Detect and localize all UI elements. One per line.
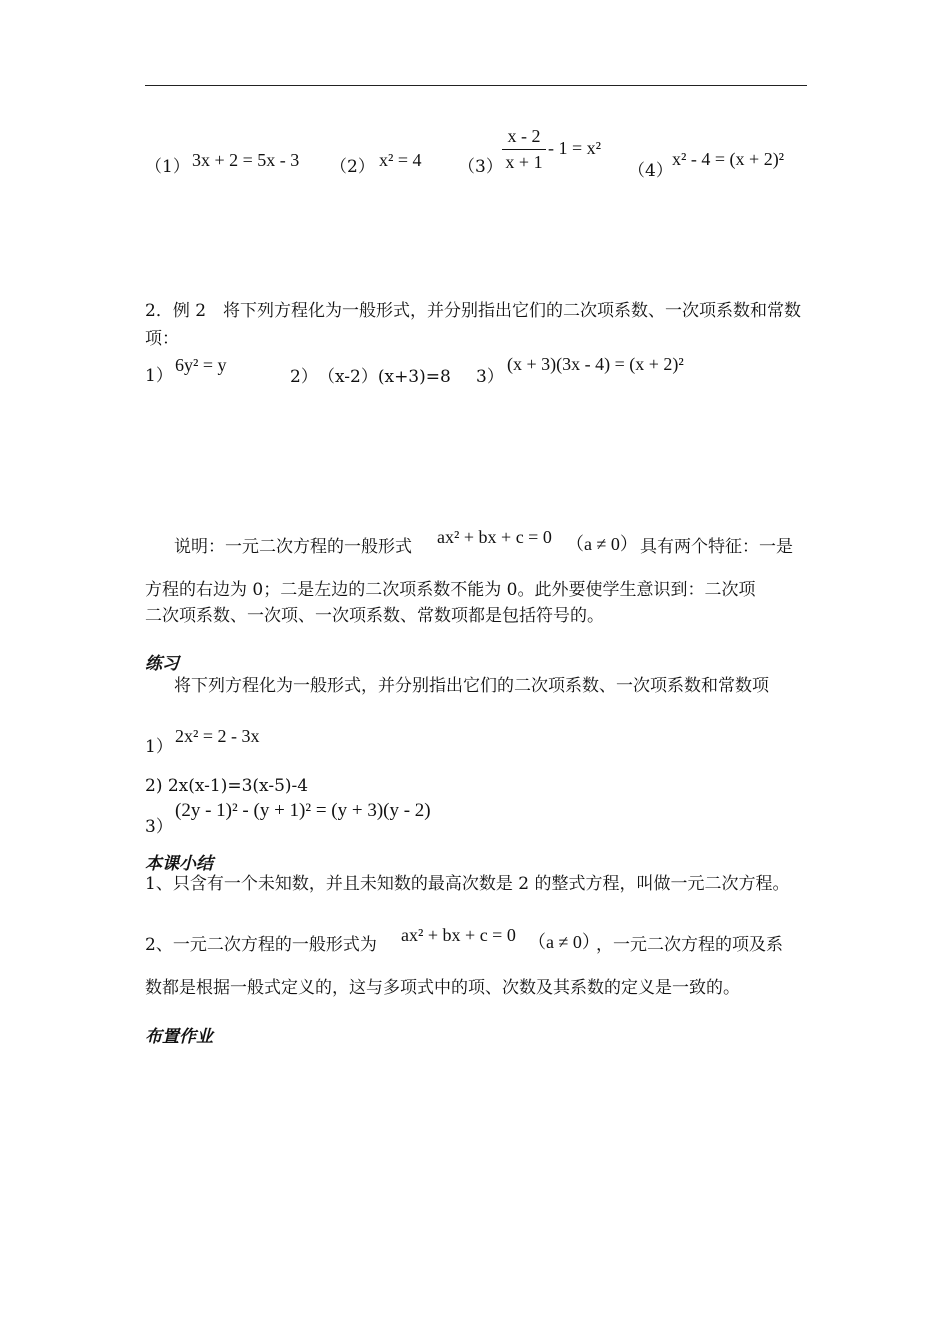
practice-intro: 将下列方程化为一般形式，并分别指出它们的二次项系数、一次项系数和常数项 — [174, 676, 769, 696]
summary-point1: 1、只含有一个未知数，并且未知数的最高次数是 2 的整式方程，叫做一元二次方程。 — [145, 874, 790, 894]
eq3-label: （3） — [458, 157, 503, 177]
note-line3: 二次项系数、一次项、一次项系数、常数项都是包括符号的。 — [145, 606, 604, 626]
ex2-item2-text: （x-2）(x+3)=8 — [318, 367, 451, 387]
practice-item1-label: 1） — [145, 737, 173, 757]
note-suffix: 具有两个特征：一是 — [640, 537, 793, 557]
note-line2: 方程的右边为 0；二是左边的二次项系数不能为 0。此外要使学生意识到：二次项 — [145, 580, 756, 600]
summary-point2-line2: 数都是根据一般式定义的，这与多项式中的项、次数及其系数的定义是一致的。 — [145, 978, 740, 998]
ex2-item2-label: 2） — [290, 367, 318, 387]
practice-item3-label: 3） — [145, 817, 173, 837]
fraction-bar — [502, 149, 546, 150]
practice-item1-math: 2x² = 2 - 3x — [175, 726, 260, 746]
eq4-label: （4） — [628, 161, 673, 181]
eq2-label: （2） — [330, 157, 375, 177]
summary-point2-suffix: ，一元二次方程的项及系 — [596, 935, 783, 955]
eq3-numerator: x - 2 — [507, 126, 541, 146]
eq3-denominator: x + 1 — [505, 152, 543, 172]
header-rule — [145, 85, 807, 86]
ex2-item1-math: 6y² = y — [175, 355, 227, 375]
example2-title: 2．例 2 将下列方程化为一般形式，并分别指出它们的二次项系数、一次项系数和常数项： — [145, 301, 802, 349]
summary-heading: 本课小结 — [145, 854, 213, 874]
summary-point2-condition: （a ≠ 0） — [528, 932, 600, 952]
summary-point2-prefix: 2、一元二次方程的一般形式为 — [145, 935, 377, 955]
eq2-math: x² = 4 — [379, 150, 422, 170]
note-formula: ax² + bx + c = 0 — [437, 527, 552, 547]
practice-item3-math: (2y - 1)² - (y + 1)² = (y + 3)(y - 2) — [175, 800, 431, 821]
ex2-item1-label: 1） — [145, 366, 173, 386]
eq4-math: x² - 4 = (x + 2)² — [672, 149, 785, 169]
practice-heading: 练习 — [145, 654, 179, 674]
ex2-item3-label: 3） — [476, 367, 504, 387]
eq3-rest: - 1 = x² — [548, 138, 602, 158]
eq1-math: 3x + 2 = 5x - 3 — [192, 150, 300, 170]
summary-point2-formula: ax² + bx + c = 0 — [401, 925, 516, 945]
homework-heading: 布置作业 — [145, 1027, 213, 1047]
practice-item2-text: 2) 2x(x-1)=3(x-5)-4 — [145, 776, 309, 796]
ex2-item3-math: (x + 3)(3x - 4) = (x + 2)² — [507, 354, 684, 374]
note-condition: （a ≠ 0） — [566, 534, 638, 554]
eq1-label: （1） — [145, 157, 190, 177]
note-prefix: 说明：一元二次方程的一般形式 — [174, 537, 412, 557]
eq3-fraction — [502, 126, 546, 173]
